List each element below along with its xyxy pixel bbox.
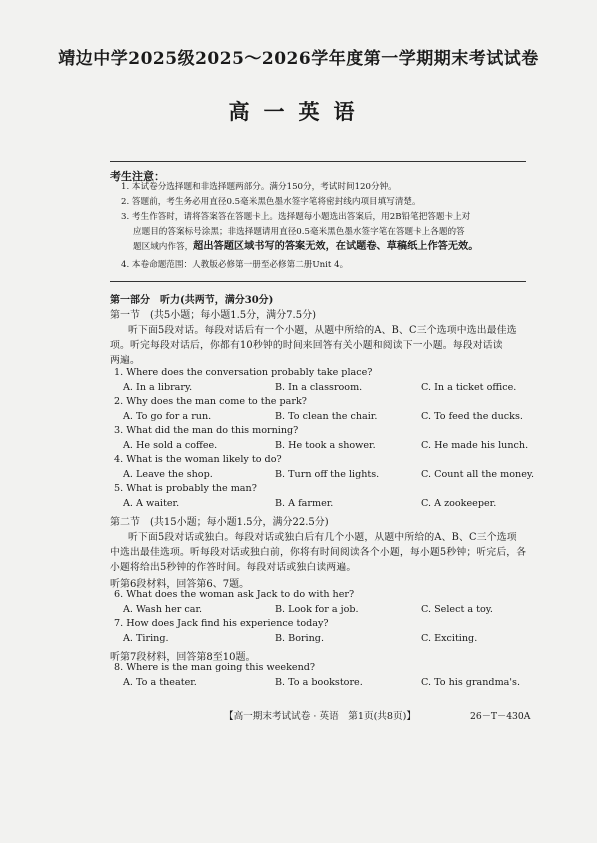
divider-top [110, 161, 526, 162]
question-8-option-b: B. To a bookstore. [275, 677, 363, 688]
section2-directions-1: 听下面5段对话或独白。每段对话或独白后有几个小题，从题中所给的A、B、C三个选项 [128, 532, 517, 543]
notice-line-2: 2. 答题前，考生务必用直径0.5毫米黑色墨水签字笔将密封线内项目填写清楚。 [121, 197, 421, 207]
question-2-option-b: B. To clean the chair. [275, 411, 378, 422]
question-4-option-a: A. Leave the shop. [123, 469, 213, 480]
question-1-option-b: B. In a classroom. [275, 382, 363, 393]
notice-line-5: 题区域内作答，超出答题区域书写的答案无效，在试题卷、草稿纸上作答无效。 [133, 240, 479, 252]
subject-title: 高一英语 [228, 99, 369, 124]
question-3-option-a: A. He sold a coffee. [123, 440, 218, 451]
question-8-option-a: A. To a theater. [123, 677, 197, 688]
exam-title: 靖边中学2025级2025～2026学年度第一学期期末考试试卷 [58, 49, 539, 69]
question-4-option-c: C. Count all the money. [421, 469, 535, 480]
section1-directions-1: 听下面5段对话。每段对话后有一个小题，从题中所给的A、B、C三个选项中选出最佳选 [128, 325, 517, 336]
notice-line-4: 应题目的答案标号涂黑；非选择题请用直径0.5毫米黑色墨水签字笔在答题卡上各题的答 [133, 227, 465, 237]
question-3: 3. What did the man do this morning? [114, 425, 299, 436]
notice-line-6: 4. 本卷命题范围：人教版必修第一册至必修第二册Unit 4。 [121, 260, 349, 270]
question-1-option-c: C. In a ticket office. [421, 382, 517, 393]
section2-directions-2: 中选出最佳选项。听每段对话或独白前，你将有时间阅读各个小题，每小题5秒钟；听完后，各 [110, 547, 527, 558]
notice-bold-warning: 超出答题区域书写的答案无效，在试题卷、草稿纸上作答无效。 [193, 240, 479, 252]
question-7-option-c: C. Exciting. [421, 633, 478, 644]
question-2: 2. Why does the man come to the park? [114, 396, 307, 407]
question-6-option-a: A. Wash her car. [123, 604, 203, 615]
notice-line-3: 3. 考生作答时，请将答案答在答题卡上。选择题每小题选出答案后，用2B铅笔把答题卡上对 [121, 212, 471, 222]
question-5-option-b: B. A farmer. [275, 498, 334, 509]
question-7-option-a: A. Tiring. [123, 633, 169, 644]
part1-title: 第一部分 听力(共两节，满分30分) [110, 295, 274, 306]
question-6-option-b: B. Look for a job. [275, 604, 359, 615]
notice-heading: 考生注意： [110, 170, 165, 183]
question-3-option-c: C. He made his lunch. [421, 440, 529, 451]
footer-page-label: 【高一期末考试试卷 · 英语 第1页(共8页)】 [224, 711, 416, 722]
section1-directions-2: 项。听完每段对话后，你都有10秒钟的时间来回答有关小题和阅读下一小题。每段对话读 [110, 340, 503, 351]
question-5-option-c: C. A zookeeper. [421, 498, 497, 509]
question-1-option-a: A. In a library. [123, 382, 193, 393]
question-8: 8. Where is the man going this weekend? [114, 662, 316, 673]
notice-line-1: 1. 本试卷分选择题和非选择题两部分。满分150分，考试时间120分钟。 [121, 182, 397, 192]
question-2-option-a: A. To go for a run. [123, 411, 212, 422]
question-6-option-c: C. Select a toy. [421, 604, 493, 615]
section2-directions-3: 小题将给出5秒钟的作答时间。每段对话或独白读两遍。 [110, 562, 357, 573]
question-7-option-b: B. Boring. [275, 633, 324, 644]
question-4: 4. What is the woman likely to do? [114, 454, 282, 465]
material-7-instruction: 听第7段材料，回答第8至10题。 [110, 652, 256, 663]
section1-title: 第一节 (共5小题；每小题1.5分，满分7.5分) [110, 310, 316, 321]
material-6-instruction: 听第6段材料，回答第6、7题。 [110, 579, 250, 590]
section2-title: 第二节 (共15小题；每小题1.5分，满分22.5分) [110, 517, 329, 528]
footer-code: 26－T－430A [470, 711, 531, 722]
question-8-option-c: C. To his grandma's. [421, 677, 520, 688]
question-1: 1. Where does the conversation probably take place? [114, 367, 373, 378]
question-6: 6. What does the woman ask Jack to do with her? [114, 589, 355, 600]
question-2-option-c: C. To feed the ducks. [421, 411, 523, 422]
question-7: 7. How does Jack find his experience today? [114, 618, 329, 629]
section1-directions-3: 两遍。 [110, 355, 140, 366]
question-3-option-b: B. He took a shower. [275, 440, 376, 451]
divider-bottom [110, 281, 526, 282]
question-5: 5. What is probably the man? [114, 483, 257, 494]
question-4-option-b: B. Turn off the lights. [275, 469, 380, 480]
question-5-option-a: A. A waiter. [123, 498, 180, 509]
